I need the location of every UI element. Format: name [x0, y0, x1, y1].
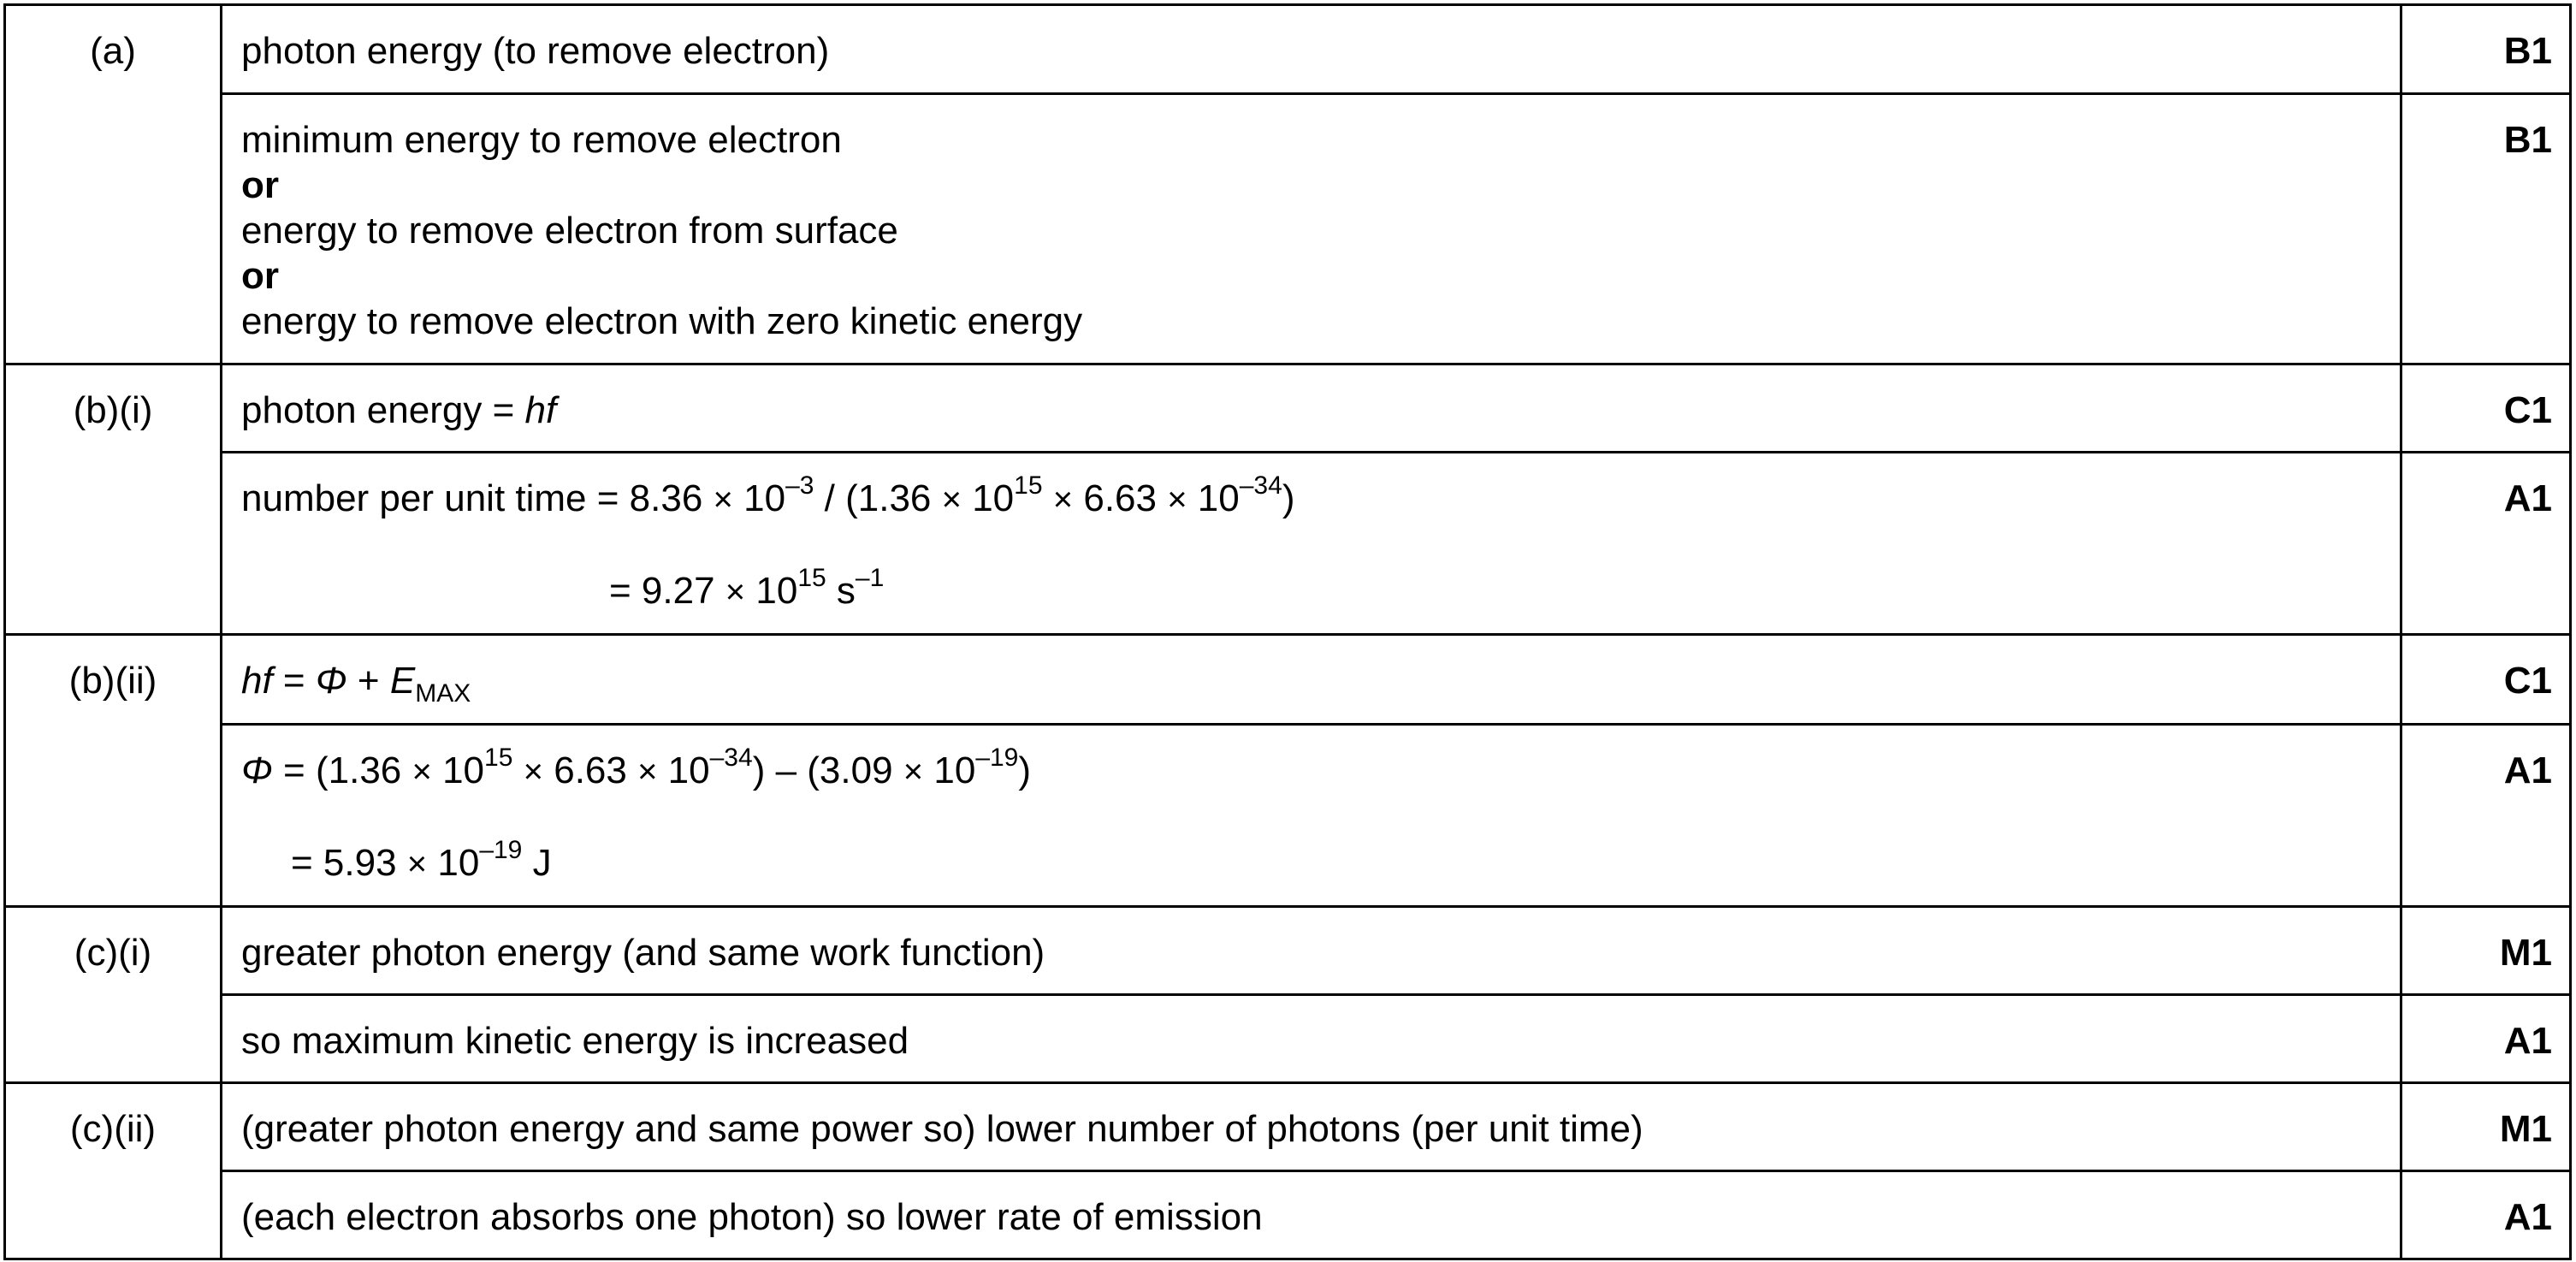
answer-text: photon energy (to remove electron) — [222, 5, 2401, 94]
eq-text: 6.63 — [1073, 477, 1168, 519]
eq-text: ) — [1018, 749, 1032, 791]
eq-text: 6.63 — [543, 749, 638, 791]
eq-text: = — [272, 660, 316, 702]
mark-scheme-table — [3, 3, 2572, 1260]
mark-code: M1 — [2401, 907, 2571, 995]
mark-code: A1 — [2401, 1171, 2571, 1259]
row-bii-1 — [5, 635, 2571, 725]
answer-line: minimum energy to remove electron — [241, 119, 842, 161]
answer-line: energy to remove electron from surface — [241, 210, 898, 252]
question-label: (a) — [5, 5, 222, 364]
times-sign: × — [1167, 481, 1187, 518]
eq-text — [512, 749, 523, 791]
row-bi-1 — [5, 364, 2571, 453]
exponent: –19 — [479, 836, 523, 865]
eq-text — [1043, 477, 1053, 519]
exponent: –19 — [975, 744, 1019, 773]
answer-text: photon energy = — [241, 389, 525, 431]
answer-cell — [222, 364, 2401, 453]
answer-cell — [222, 453, 2401, 635]
times-sign: × — [523, 753, 543, 791]
equation-line — [241, 744, 2383, 795]
equation-line — [241, 471, 2383, 523]
row-ci-2 — [5, 995, 2571, 1083]
times-sign: × — [903, 753, 924, 791]
eq-text: 10 — [923, 749, 976, 791]
question-label: (c)(ii) — [5, 1083, 222, 1259]
symbol-e: E — [389, 660, 416, 702]
or-connector: or — [241, 255, 279, 297]
formula-hf: hf — [241, 660, 273, 702]
exponent: 15 — [1014, 471, 1043, 501]
eq-text: 10 — [732, 477, 786, 519]
exponent: –34 — [1239, 471, 1282, 501]
mark-code: B1 — [2401, 5, 2571, 94]
exponent: –34 — [709, 744, 753, 773]
equation-line — [241, 564, 2383, 615]
answer-text: so maximum kinetic energy is increased — [222, 995, 2401, 1083]
answer-text: (greater photon energy and same power so) lower number of photons (per unit time) — [222, 1083, 2401, 1171]
symbol-phi: Φ — [241, 749, 273, 791]
row-bii-2 — [5, 725, 2571, 907]
eq-text: 10 — [427, 842, 480, 884]
exponent: –1 — [855, 564, 885, 593]
exponent: 15 — [484, 744, 513, 773]
eq-text: 10 — [657, 749, 710, 791]
line-spacer — [241, 523, 2383, 568]
equation-line — [241, 836, 2383, 887]
subscript: MAX — [415, 678, 471, 708]
exponent: –3 — [785, 471, 814, 501]
formula-hf: hf — [524, 389, 557, 431]
eq-text: 10 — [1187, 477, 1240, 519]
times-sign: × — [941, 481, 962, 518]
answer-cell — [222, 725, 2401, 907]
eq-text: / (1.36 — [814, 477, 942, 519]
eq-text: = (1.36 — [272, 749, 412, 791]
unit: s — [826, 570, 856, 612]
mark-code: A1 — [2401, 453, 2571, 635]
answer-text: (each electron absorbs one photon) so lower rate of emission — [222, 1171, 2401, 1259]
answer-cell — [222, 635, 2401, 725]
row-ci-1 — [5, 907, 2571, 995]
eq-text: + — [346, 660, 390, 702]
times-sign: × — [637, 753, 658, 791]
symbol-phi: Φ — [315, 660, 347, 702]
unit: J — [522, 842, 552, 884]
row-cii-2 — [5, 1171, 2571, 1259]
mark-code: A1 — [2401, 725, 2571, 907]
question-label: (b)(i) — [5, 364, 222, 635]
eq-text: ) — [1282, 477, 1295, 519]
exponent: 15 — [797, 564, 826, 593]
answer-line: energy to remove electron with zero kinetic energy — [241, 300, 1083, 342]
mark-code: C1 — [2401, 364, 2571, 453]
times-sign: × — [1052, 481, 1074, 518]
row-bi-2 — [5, 453, 2571, 635]
answer-text: greater photon energy (and same work function) — [222, 907, 2401, 995]
row-cii-1 — [5, 1083, 2571, 1171]
question-label: (b)(ii) — [5, 635, 222, 907]
line-spacer — [241, 795, 2383, 840]
eq-text: number per unit time = 8.36 — [241, 477, 714, 519]
times-sign: × — [713, 481, 733, 518]
or-connector: or — [241, 164, 279, 206]
eq-text: 10 — [745, 570, 798, 612]
eq-text: 10 — [431, 749, 485, 791]
times-sign: × — [412, 753, 432, 791]
mark-code: B1 — [2401, 94, 2571, 364]
question-label: (c)(i) — [5, 907, 222, 1083]
times-sign: × — [725, 573, 746, 611]
eq-text: 10 — [961, 477, 1015, 519]
eq-text: = 5.93 — [291, 842, 407, 884]
answer-cell — [222, 94, 2401, 364]
mark-code: M1 — [2401, 1083, 2571, 1171]
eq-text: = 9.27 — [609, 570, 725, 612]
times-sign: × — [406, 845, 428, 883]
eq-text: ) – (3.09 — [752, 749, 903, 791]
mark-code: C1 — [2401, 635, 2571, 725]
row-a-2 — [5, 94, 2571, 364]
row-a-1 — [5, 5, 2571, 94]
mark-code: A1 — [2401, 995, 2571, 1083]
